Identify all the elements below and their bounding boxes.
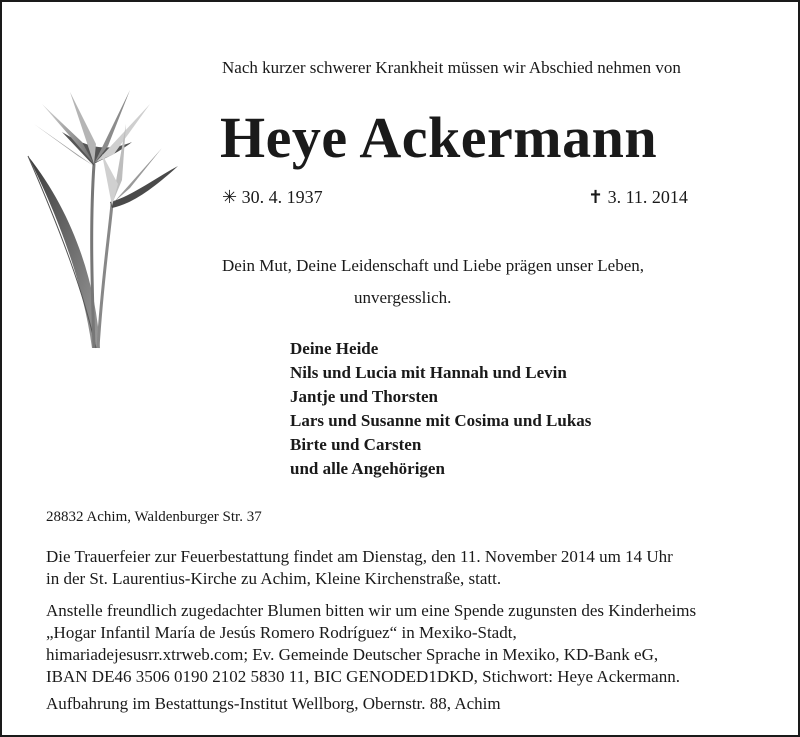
- donation-paragraph: [46, 600, 696, 688]
- family-address: 28832 Achim, Waldenburger Str. 37: [46, 509, 262, 525]
- list-item: Lars und Susanne mit Cosima und Lukas: [290, 411, 592, 430]
- intro-text: Nach kurzer schwerer Krankheit müssen wir Abschied nehmen von: [222, 58, 681, 77]
- text-line: IBAN DE46 3506 0190 2102 5830 11, BIC GENODED1DKD, Stichwort: Heye Ackermann.: [46, 667, 680, 686]
- text-line: Die Trauerfeier zur Feuerbestattung findet am Dienstag, den 11. November 2014 um 14 Uhr: [46, 547, 673, 566]
- text-line: Aufbahrung im Bestattungs-Institut Wellborg, Obernstr. 88, Achim: [46, 694, 501, 713]
- list-item: und alle Angehörigen: [290, 459, 445, 478]
- list-item: Birte und Carsten: [290, 435, 422, 454]
- text-line: himariadejesusrr.xtrweb.com; Ev. Gemeinde Deutscher Sprache in Mexiko, KD-Bank eG,: [46, 645, 659, 664]
- list-item: Nils und Lucia mit Hannah und Levin: [290, 363, 567, 382]
- motto-line-1: Dein Mut, Deine Leidenschaft und Liebe prägen unser Leben,: [222, 256, 645, 275]
- list-item: Jantje und Thorsten: [290, 387, 438, 406]
- ceremony-paragraph: [46, 546, 673, 590]
- death-date: ✝ 3. 11. 2014: [588, 187, 688, 207]
- birth-date: ✳ 30. 4. 1937: [222, 187, 323, 207]
- bird-of-paradise-flower-icon: [22, 84, 192, 356]
- text-line: in der St. Laurentius-Kirche zu Achim, Kleine Kirchenstraße, statt.: [46, 569, 502, 588]
- mourners-list: [290, 337, 591, 481]
- deceased-name: Heye Ackermann: [220, 105, 658, 170]
- text-line: „Hogar Infantil María de Jesús Romero Rodríguez“ in Mexiko-Stadt,: [46, 623, 517, 642]
- motto-line-2: unvergesslich.: [354, 288, 452, 307]
- viewing-paragraph: [46, 693, 501, 715]
- list-item: Deine Heide: [290, 339, 379, 358]
- text-line: Anstelle freundlich zugedachter Blumen bitten wir um eine Spende zugunsten des Kinderheims: [46, 601, 697, 620]
